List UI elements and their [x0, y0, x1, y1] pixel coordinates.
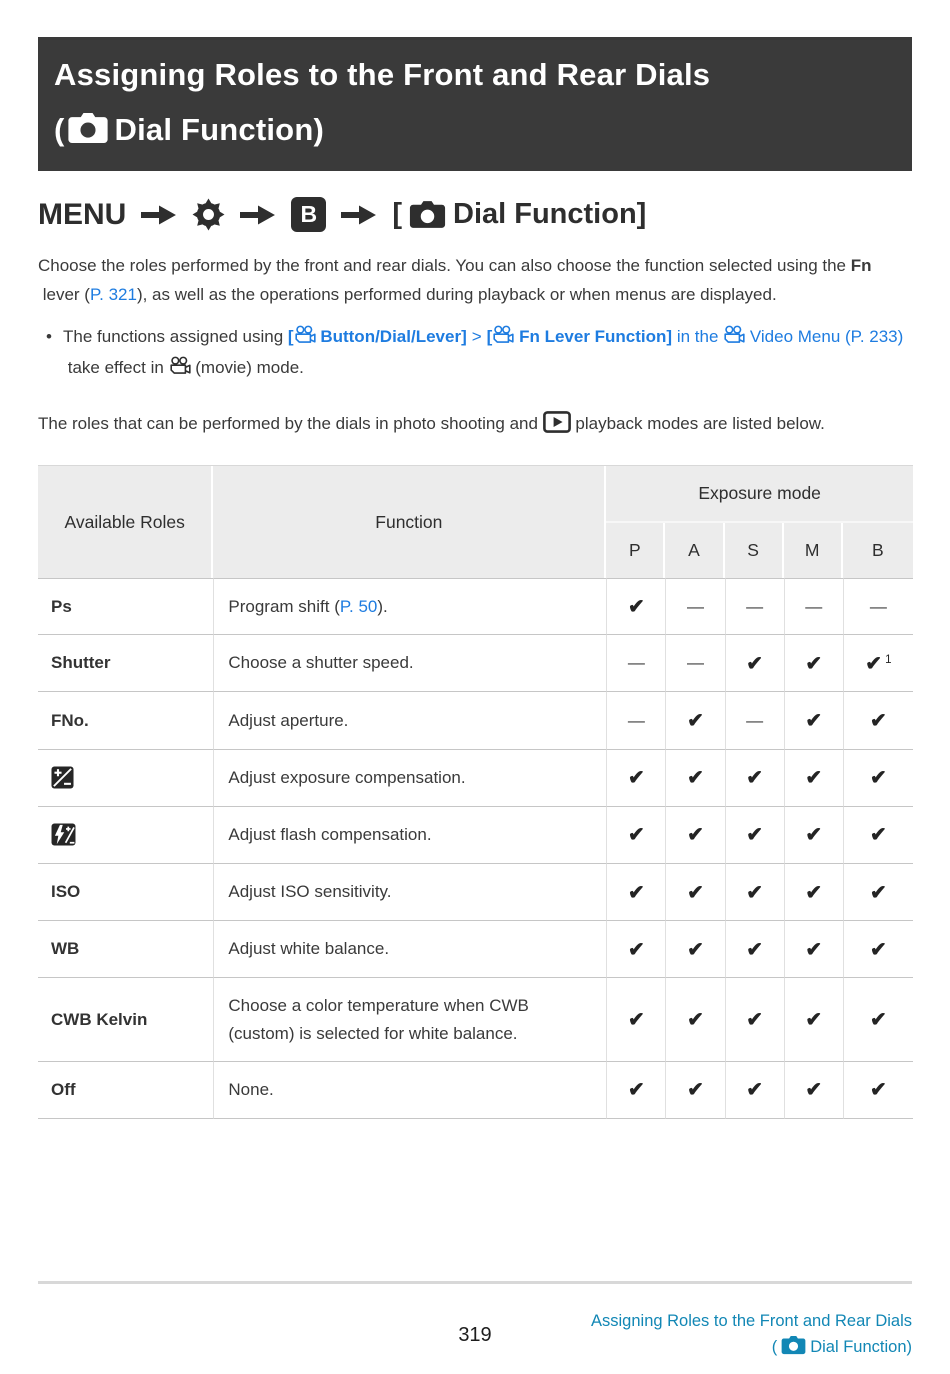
dial-roles-table — [38, 465, 913, 1117]
movie-camera-icon — [723, 325, 745, 344]
arrow-right-icon — [240, 202, 276, 228]
role-cell: Off — [38, 1062, 213, 1119]
intro-text: Choose the roles performed by the front and rear dials. You can also choose the function selected using the — [38, 256, 851, 275]
check-mark: ✔ — [665, 921, 724, 978]
function-text: Adjust white balance. — [228, 939, 390, 959]
check-mark: ✔ — [665, 750, 724, 807]
function-text: Adjust aperture. — [228, 710, 349, 730]
table-intro-paragraph — [38, 409, 912, 438]
check-mark: ✔ — [725, 864, 784, 921]
table-row — [38, 978, 913, 1061]
intro-paragraph — [38, 251, 912, 309]
chevron-separator: > — [471, 327, 482, 346]
menu-tab-b-badge: B — [291, 197, 326, 232]
intro-text: ), as well as the operations performed during playback or when menus are displayed. — [136, 285, 777, 304]
check-mark: ✔ — [843, 807, 913, 864]
check-mark: ✔ — [606, 921, 665, 978]
function-text: Choose a shutter speed. — [228, 653, 414, 673]
check-mark: ✔ — [843, 692, 913, 749]
function-text: Adjust ISO sensitivity. — [228, 882, 392, 902]
check-mark: ✔ — [784, 692, 843, 749]
function-cell — [213, 692, 606, 749]
check-mark: ✔ — [606, 864, 665, 921]
table-row — [38, 807, 913, 864]
function-cell — [213, 1062, 606, 1119]
table-row — [38, 635, 913, 692]
page-title — [54, 47, 896, 157]
role-cell: FNo. — [38, 692, 213, 749]
fn-lever-function-link[interactable]: [ Fn Lever Function] — [486, 327, 673, 346]
notes-list — [38, 321, 912, 383]
check-mark: ✔ — [784, 635, 843, 692]
check-mark: ✔ — [606, 578, 665, 635]
button-dial-lever-link[interactable]: [ Button/Dial/Lever] — [287, 327, 467, 346]
function-cell — [213, 864, 606, 921]
table-row — [38, 578, 913, 635]
check-mark: ✔ — [843, 864, 913, 921]
table-row — [38, 864, 913, 921]
menu-path — [38, 197, 912, 232]
dash-mark: — — [725, 692, 784, 749]
page-footer — [38, 1281, 912, 1374]
role-cell — [38, 750, 213, 807]
function-cell — [213, 750, 606, 807]
note-text: take effect in — [63, 358, 169, 377]
column-header-mode-a: A — [665, 523, 724, 578]
camera-icon — [409, 200, 446, 229]
function-text: Choose a color temperature when CWB (custom) is selected for white balance. — [228, 995, 529, 1043]
list-item — [38, 321, 912, 383]
check-mark: ✔ — [725, 978, 784, 1061]
function-text: None. — [228, 1079, 274, 1099]
page-title-line2-text: Dial Function) — [114, 112, 324, 147]
dash-mark: — — [665, 578, 724, 635]
role-cell: CWB Kelvin — [38, 978, 213, 1061]
check-mark: ✔ — [725, 1062, 784, 1119]
movie-camera-icon — [294, 325, 316, 344]
function-cell — [213, 978, 606, 1061]
dash-mark: — — [784, 578, 843, 635]
video-menu-link[interactable]: in the Video Menu (P. 233) — [676, 327, 904, 346]
column-header-mode-b: B — [843, 523, 913, 578]
check-mark: ✔ — [784, 807, 843, 864]
column-header-mode-p: P — [606, 523, 665, 578]
camera-icon — [781, 1335, 806, 1355]
page-title-line1: Assigning Roles to the Front and Rear Dials — [54, 57, 711, 92]
movie-camera-icon — [492, 325, 514, 344]
column-header-exposure-mode: Exposure mode — [606, 466, 913, 523]
footer-divider — [38, 1281, 912, 1284]
check-mark: ✔ — [725, 750, 784, 807]
fn-bold: Fn — [850, 256, 872, 275]
dash-mark: — — [606, 692, 665, 749]
intro-text: playback modes are listed below. — [570, 414, 825, 433]
dash-mark: — — [665, 635, 724, 692]
role-cell: Ps — [38, 578, 213, 635]
footer-row — [38, 1308, 912, 1364]
table-row — [38, 921, 913, 978]
check-mark: ✔ — [665, 864, 724, 921]
dash-mark: — — [725, 578, 784, 635]
role-cell: WB — [38, 921, 213, 978]
function-cell — [213, 578, 606, 635]
page-title-banner — [38, 37, 912, 171]
function-text: ). — [377, 596, 388, 616]
playback-icon — [543, 411, 571, 433]
function-cell — [213, 921, 606, 978]
page-link[interactable]: P. 50 — [339, 596, 378, 616]
flash-compensation-icon — [51, 823, 76, 846]
note-text: (movie) mode. — [190, 358, 304, 377]
footer-link-line2-open: ( — [771, 1338, 778, 1356]
column-header-function: Function — [213, 466, 606, 578]
menu-target-label: Dial Function] — [453, 198, 647, 230]
table-row — [38, 1062, 913, 1119]
roles-table-body — [38, 578, 913, 1119]
check-mark: ✔ — [606, 978, 665, 1061]
exposure-compensation-icon — [51, 766, 74, 789]
check-mark: ✔ — [606, 1062, 665, 1119]
role-cell: ISO — [38, 864, 213, 921]
table-row — [38, 692, 913, 749]
check-mark: ✔ — [665, 978, 724, 1061]
check-mark: ✔ — [843, 750, 913, 807]
column-header-available-roles: Available Roles — [38, 466, 213, 578]
footer-link-line1: Assigning Roles to the Front and Rear Dials — [591, 1312, 912, 1330]
check-mark: ✔ — [843, 921, 913, 978]
check-mark: ✔ — [725, 921, 784, 978]
menu-target — [392, 198, 646, 231]
check-mark: ✔ — [606, 750, 665, 807]
role-cell: Shutter — [38, 635, 213, 692]
check-mark: ✔ — [665, 1062, 724, 1119]
function-cell — [213, 635, 606, 692]
table-header — [38, 466, 913, 578]
function-cell — [213, 807, 606, 864]
intro-text: The roles that can be performed by the dials in photo shooting and — [38, 414, 543, 433]
intro-text: lever ( — [38, 285, 90, 304]
check-mark: ✔ — [843, 978, 913, 1061]
page-title-line2-open: ( — [54, 112, 65, 147]
dash-mark: — — [606, 635, 665, 692]
arrow-right-icon — [341, 202, 377, 228]
check-mark: ✔ — [784, 921, 843, 978]
footer-link-line2-text: Dial Function) — [810, 1338, 912, 1356]
check-mark: ✔ — [784, 864, 843, 921]
footnote-ref: 1 — [885, 653, 892, 666]
arrow-right-icon — [141, 202, 177, 228]
menu-target-open: [ — [392, 198, 403, 230]
check-mark: ✔ — [665, 692, 724, 749]
check-mark: ✔ — [784, 978, 843, 1061]
check-mark: ✔ $^1$ — [843, 635, 913, 692]
page-link-321[interactable]: P. 321 — [89, 285, 137, 304]
camera-icon — [67, 112, 109, 144]
note-text: The functions assigned using — [63, 327, 288, 346]
column-header-mode-m: M — [784, 523, 843, 578]
dash-mark: — — [843, 578, 913, 635]
function-text: Program shift ( — [228, 596, 340, 616]
movie-camera-icon — [169, 356, 191, 375]
function-text: Adjust flash compensation. — [228, 824, 432, 844]
role-cell — [38, 807, 213, 864]
check-mark: ✔ — [784, 750, 843, 807]
check-mark: ✔ — [725, 807, 784, 864]
menu-label: MENU — [38, 197, 127, 231]
check-mark: ✔ — [725, 635, 784, 692]
page-number: 319 — [458, 1324, 492, 1346]
function-text: Adjust exposure compensation. — [228, 767, 466, 787]
column-header-mode-s: S — [725, 523, 784, 578]
gear-icon — [192, 198, 225, 231]
check-mark: ✔ — [665, 807, 724, 864]
check-mark: ✔ — [843, 1062, 913, 1119]
footer-section-link[interactable] — [591, 1308, 912, 1360]
check-mark: ✔ — [784, 1062, 843, 1119]
table-row — [38, 750, 913, 807]
check-mark: ✔ — [606, 807, 665, 864]
